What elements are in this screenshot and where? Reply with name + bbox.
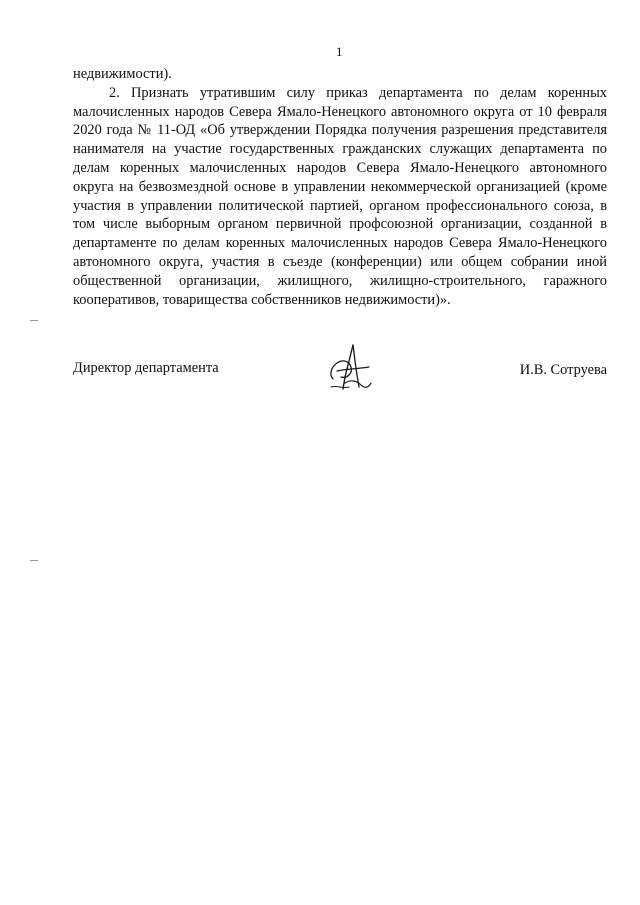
margin-mark <box>30 560 38 561</box>
handwritten-signature-icon <box>323 343 375 393</box>
page-number: 1 <box>336 44 343 59</box>
signer-title: Директор департамента <box>73 360 219 376</box>
paragraph-2: 2. Признать утратившим силу приказ департамента по делам коренных малочисленных народов Севера Ямало-Ненецкого автономного округа от 10 февраля 2020 года № 11-ОД «Об утверждении Порядка получения разрешения представителя нанимателя на участие государственных гражданских служащих департамента по делам коренных малочисленных народов Севера Ямало-Ненецкого автономного округа на безвозмездной основе в управлении некоммерческой организацией (кроме участия в управлении политической партией, органом профессионального союза, в том числе выборным органом первичной профсоюзной организации, созданной в департаменте по делам коренных малочисленных народов Севера Ямало-Ненецкого автономного округа, участия в съезде (конференции) или общем собрании иной общественной организации, жилищного, жилищно-строительного, гаражного кооперативов, товарищества собственников недвижимости)». <box>73 84 607 308</box>
signer-name: И.В. Сотруева <box>519 362 607 378</box>
continuation-text: недвижимости). <box>73 66 172 82</box>
signature-block <box>73 343 607 403</box>
margin-mark <box>30 320 38 321</box>
document-body <box>73 65 607 309</box>
